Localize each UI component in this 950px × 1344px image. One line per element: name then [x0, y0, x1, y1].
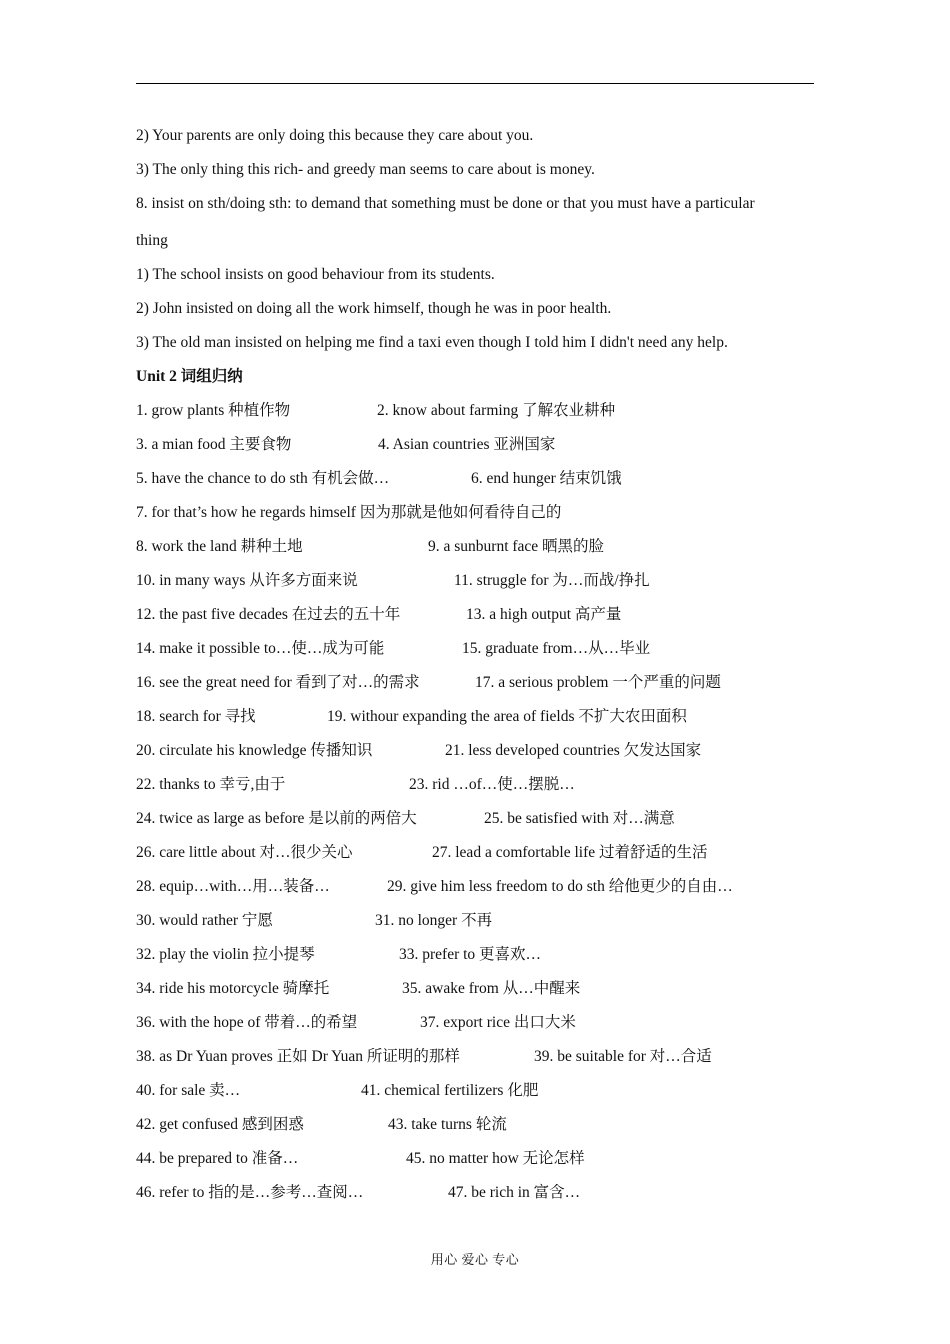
phrase-item: 11. struggle for 为…而战/挣扎 — [454, 572, 650, 589]
phrase-row — [136, 945, 826, 979]
phrase-item: 14. make it possible to…使…成为可能 — [136, 640, 385, 657]
phrase-row — [136, 877, 826, 911]
phrase-row — [136, 1081, 826, 1115]
phrase-item: 13. a high output 高产量 — [466, 606, 622, 623]
phrase-item: 21. less developed countries 欠发达国家 — [445, 742, 702, 759]
example-line: 2) John insisted on doing all the work himself, though he was in poor health. — [136, 300, 612, 317]
phrase-item: 12. the past five decades 在过去的五十年 — [136, 606, 401, 623]
phrase-item: 3. a mian food 主要食物 — [136, 436, 292, 453]
phrase-item: 8. work the land 耕种土地 — [136, 538, 303, 555]
phrase-item: 17. a serious problem 一个严重的问题 — [475, 674, 721, 691]
definition-line-cont: thing — [136, 232, 168, 249]
page-footer: 用心 爱心 专心 — [430, 1252, 520, 1267]
phrase-item: 33. prefer to 更喜欢… — [399, 946, 542, 963]
phrase-item: 30. would rather 宁愿 — [136, 912, 273, 929]
phrase-item: 6. end hunger 结束饥饿 — [471, 470, 622, 487]
phrase-item: 7. for that’s how he regards himself 因为那就是他如何看待自己的 — [136, 504, 562, 521]
phrase-item: 37. export rice 出口大米 — [420, 1014, 576, 1031]
phrase-row — [136, 809, 826, 843]
phrase-row — [136, 1149, 826, 1183]
document-body — [136, 126, 826, 1217]
phrase-row — [136, 979, 826, 1013]
phrase-item: 19. withour expanding the area of fields 不扩大农田面积 — [327, 708, 687, 725]
phrase-row — [136, 673, 826, 707]
phrase-row — [136, 435, 826, 469]
phrase-row — [136, 1047, 826, 1081]
phrase-item: 9. a sunburnt face 晒黑的脸 — [428, 538, 605, 555]
phrase-item: 5. have the chance to do sth 有机会做… — [136, 470, 390, 487]
phrase-item: 42. get confused 感到困惑 — [136, 1116, 304, 1133]
phrase-row — [136, 571, 826, 605]
phrase-row — [136, 775, 826, 809]
example-line: 3) The only thing this rich- and greedy man seems to care about is money. — [136, 161, 595, 178]
phrase-row — [136, 605, 826, 639]
phrase-item: 43. take turns 轮流 — [388, 1116, 507, 1133]
phrase-item: 25. be satisfied with 对…满意 — [484, 810, 675, 827]
phrase-item: 29. give him less freedom to do sth 给他更少的自由… — [387, 878, 733, 895]
phrase-row — [136, 1183, 826, 1217]
phrase-item: 32. play the violin 拉小提琴 — [136, 946, 315, 963]
example-line: 2) Your parents are only doing this because they care about you. — [136, 127, 534, 144]
example-line: 3) The old man insisted on helping me find a taxi even though I told him I didn't need any help. — [136, 334, 728, 351]
phrase-item: 34. ride his motorcycle 骑摩托 — [136, 980, 330, 997]
phrase-item: 45. no matter how 无论怎样 — [406, 1150, 585, 1167]
phrase-row — [136, 843, 826, 877]
phrase-item: 47. be rich in 富含… — [448, 1184, 581, 1201]
phrase-item: 40. for sale 卖… — [136, 1082, 241, 1099]
phrase-item: 22. thanks to 幸亏,由于 — [136, 776, 286, 793]
phrase-item: 26. care little about 对…很少关心 — [136, 844, 353, 861]
phrase-item: 27. lead a comfortable life 过着舒适的生活 — [432, 844, 708, 861]
phrase-item: 15. graduate from…从…毕业 — [462, 640, 651, 657]
phrase-item: 36. with the hope of 带着…的希望 — [136, 1014, 358, 1031]
phrase-row — [136, 401, 826, 435]
phrase-item: 1. grow plants 种植作物 — [136, 402, 291, 419]
phrase-row — [136, 911, 826, 945]
phrase-item: 10. in many ways 从许多方面来说 — [136, 572, 358, 589]
phrase-item: 16. see the great need for 看到了对…的需求 — [136, 674, 420, 691]
phrase-item: 24. twice as large as before 是以前的两倍大 — [136, 810, 417, 827]
phrase-item: 39. be suitable for 对…合适 — [534, 1048, 712, 1065]
phrase-item: 41. chemical fertilizers 化肥 — [361, 1082, 539, 1099]
phrase-item: 4. Asian countries 亚洲国家 — [378, 436, 556, 453]
phrase-row — [136, 503, 826, 537]
phrase-item: 31. no longer 不再 — [375, 912, 493, 929]
phrase-row — [136, 469, 826, 503]
phrase-row — [136, 707, 826, 741]
phrase-row — [136, 1013, 826, 1047]
phrase-row — [136, 639, 826, 673]
phrase-item: 18. search for 寻找 — [136, 708, 256, 725]
phrase-item: 20. circulate his knowledge 传播知识 — [136, 742, 373, 759]
phrase-item: 23. rid …of…使…摆脱… — [409, 776, 575, 793]
phrase-item: 44. be prepared to 准备… — [136, 1150, 299, 1167]
header-rule — [136, 83, 814, 84]
phrase-list — [136, 401, 826, 1217]
phrase-item: 2. know about farming 了解农业耕种 — [377, 402, 616, 419]
example-line: 1) The school insists on good behaviour from its students. — [136, 266, 495, 283]
phrase-item: 46. refer to 指的是…参考…查阅… — [136, 1184, 364, 1201]
phrase-item: 28. equip…with…用…装备… — [136, 878, 330, 895]
definition-line: 8. insist on sth/doing sth: to demand that something must be done or that you must have a particular — [136, 195, 755, 212]
phrase-item: 35. awake from 从…中醒来 — [402, 980, 581, 997]
section-heading: Unit 2 词组归纳 — [136, 368, 243, 385]
phrase-row — [136, 537, 826, 571]
phrase-row — [136, 741, 826, 775]
phrase-row — [136, 1115, 826, 1149]
phrase-item: 38. as Dr Yuan proves 正如 Dr Yuan 所证明的那样 — [136, 1048, 460, 1065]
